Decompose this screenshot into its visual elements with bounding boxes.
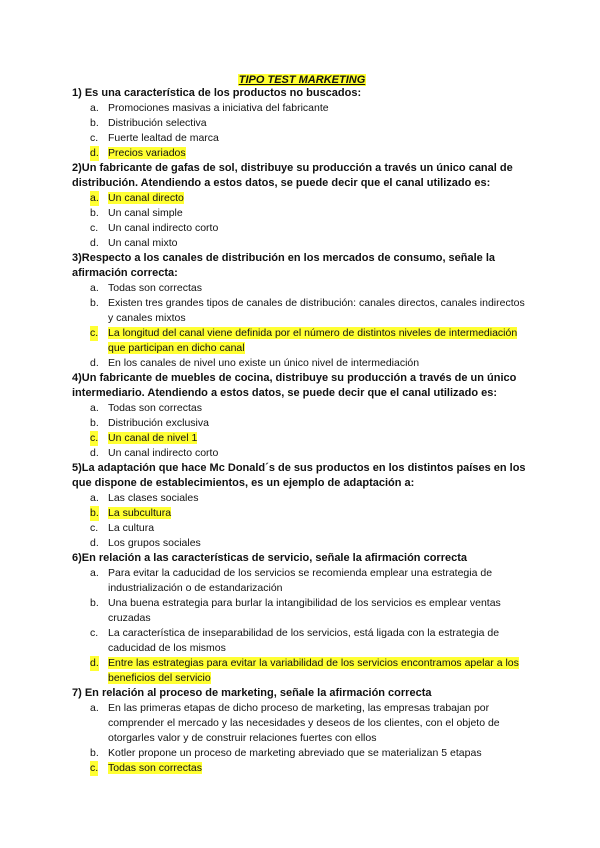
answer-letter: a. bbox=[90, 282, 99, 294]
answer-option bbox=[72, 521, 532, 536]
answer-letter: c. bbox=[90, 432, 99, 444]
answer-letter: d. bbox=[90, 237, 99, 249]
answer-text: Un canal indirecto corto bbox=[108, 447, 219, 459]
answer-letter: b. bbox=[90, 417, 99, 429]
answer-text: Promociones masivas a iniciativa del fabricante bbox=[108, 102, 329, 114]
answer-text: Todas son correctas bbox=[108, 762, 202, 774]
answer-text: Todas son correctas bbox=[108, 282, 202, 294]
question-text: 1) Es una característica de los productos no buscados: bbox=[72, 87, 362, 99]
answer-letter: b. bbox=[90, 597, 99, 609]
answer-option bbox=[72, 491, 532, 506]
answer-text: Kotler propone un proceso de marketing abreviado que se materializan 5 etapas bbox=[108, 747, 482, 759]
answer-text: La característica de inseparabilidad de los servicios, está ligada con la estrategia de caducidad de los mismos bbox=[108, 627, 500, 654]
answer-letter: a. bbox=[90, 192, 99, 204]
answer-letter: a. bbox=[90, 492, 99, 504]
answer-option bbox=[72, 221, 532, 236]
question-text: 3)Respecto a los canales de distribución en los mercados de consumo, señale la afirmación correcta: bbox=[72, 252, 496, 279]
answer-list bbox=[72, 566, 532, 686]
answer-text: Precios variados bbox=[108, 147, 186, 159]
answer-letter: c. bbox=[90, 762, 99, 774]
answer-list bbox=[72, 101, 532, 161]
answer-option bbox=[72, 116, 532, 131]
answer-letter: a. bbox=[90, 567, 99, 579]
answer-letter: b. bbox=[90, 507, 99, 519]
document-title: TIPO TEST MARKETING bbox=[238, 74, 366, 86]
document-page bbox=[72, 71, 532, 776]
answer-list bbox=[72, 701, 532, 776]
answer-option bbox=[72, 416, 532, 431]
answer-text: En las primeras etapas de dicho proceso de marketing, las empresas trabajan por comprender el mercado y las necesidades y deseos de los clientes, con el objeto de otorgarles valor y de construir relaciones fuertes con ellos bbox=[108, 702, 500, 744]
question-text: 6)En relación a las características de servicio, señale la afirmación correcta bbox=[72, 552, 467, 564]
answer-letter: c. bbox=[90, 627, 99, 639]
answer-option bbox=[72, 701, 532, 746]
question-list bbox=[72, 86, 532, 776]
answer-letter: d. bbox=[90, 447, 99, 459]
answer-text: Las clases sociales bbox=[108, 492, 199, 504]
question-4 bbox=[72, 371, 532, 461]
answer-option-correct bbox=[72, 656, 532, 686]
answer-letter: d. bbox=[90, 537, 99, 549]
answer-text: Un canal simple bbox=[108, 207, 183, 219]
answer-letter: d. bbox=[90, 357, 99, 369]
title-row bbox=[72, 71, 532, 86]
answer-letter: d. bbox=[90, 657, 99, 669]
answer-option bbox=[72, 101, 532, 116]
answer-option bbox=[72, 596, 532, 626]
answer-letter: c. bbox=[90, 222, 99, 234]
answer-option bbox=[72, 746, 532, 761]
answer-text: Distribución exclusiva bbox=[108, 417, 209, 429]
answer-letter: b. bbox=[90, 117, 99, 129]
question-text: 2)Un fabricante de gafas de sol, distribuye su producción a través un único canal de distribución. Atendiendo a estos datos, se puede decir que el canal utilizado es: bbox=[72, 162, 513, 189]
answer-option bbox=[72, 131, 532, 146]
answer-text: Fuerte lealtad de marca bbox=[108, 132, 219, 144]
answer-text: Existen tres grandes tipos de canales de distribución: canales directos, canales indirectos y canales mixtos bbox=[108, 297, 525, 324]
answer-text: Todas son correctas bbox=[108, 402, 202, 414]
question-text: 5)La adaptación que hace Mc Donald´s de sus productos en los distintos países en los que dispone de establecimientos, es un ejemplo de adaptación a: bbox=[72, 462, 526, 489]
answer-letter: b. bbox=[90, 207, 99, 219]
answer-text: Los grupos sociales bbox=[108, 537, 201, 549]
answer-text: Para evitar la caducidad de los servicios se recomienda emplear una estrategia de industrialización o de estandarización bbox=[108, 567, 493, 594]
answer-option bbox=[72, 626, 532, 656]
answer-letter: b. bbox=[90, 297, 99, 309]
answer-option bbox=[72, 356, 532, 371]
answer-option-correct bbox=[72, 191, 532, 206]
answer-text: Un canal mixto bbox=[108, 237, 178, 249]
answer-text: La cultura bbox=[108, 522, 155, 534]
answer-list bbox=[72, 191, 532, 251]
answer-text: Distribución selectiva bbox=[108, 117, 207, 129]
answer-option bbox=[72, 446, 532, 461]
answer-letter: a. bbox=[90, 102, 99, 114]
answer-text: La subcultura bbox=[108, 507, 172, 519]
question-2 bbox=[72, 161, 532, 251]
answer-option bbox=[72, 536, 532, 551]
answer-letter: a. bbox=[90, 402, 99, 414]
question-text: 7) En relación al proceso de marketing, señale la afirmación correcta bbox=[72, 687, 432, 699]
answer-letter: c. bbox=[90, 327, 99, 339]
answer-text: En los canales de nivel uno existe un único nivel de intermediación bbox=[108, 357, 420, 369]
answer-text: Un canal de nivel 1 bbox=[108, 432, 198, 444]
question-7 bbox=[72, 686, 532, 776]
answer-option-correct bbox=[72, 761, 532, 776]
question-text: 4)Un fabricante de muebles de cocina, distribuye su producción a través de un único intermediario. Atendiendo a estos datos, se puede decir que el canal utilizado es: bbox=[72, 372, 517, 399]
answer-list bbox=[72, 281, 532, 371]
answer-option bbox=[72, 566, 532, 596]
answer-option-correct bbox=[72, 326, 532, 356]
answer-letter: c. bbox=[90, 132, 99, 144]
question-3 bbox=[72, 251, 532, 371]
answer-option bbox=[72, 236, 532, 251]
answer-list bbox=[72, 491, 532, 551]
answer-option-correct bbox=[72, 506, 532, 521]
answer-text: Una buena estrategia para burlar la intangibilidad de los servicios es emplear ventas cruzadas bbox=[108, 597, 501, 624]
answer-list bbox=[72, 401, 532, 461]
answer-letter: d. bbox=[90, 147, 99, 159]
answer-option bbox=[72, 281, 532, 296]
answer-text: Entre las estrategias para evitar la variabilidad de los servicios encontramos apelar a los beneficios del servicio bbox=[108, 657, 519, 684]
answer-letter: c. bbox=[90, 522, 99, 534]
answer-text: Un canal directo bbox=[108, 192, 184, 204]
answer-letter: b. bbox=[90, 747, 99, 759]
answer-option-correct bbox=[72, 146, 532, 161]
question-5 bbox=[72, 461, 532, 551]
answer-option bbox=[72, 401, 532, 416]
question-1 bbox=[72, 86, 532, 161]
answer-option-correct bbox=[72, 431, 532, 446]
answer-letter: a. bbox=[90, 702, 99, 714]
answer-text: La longitud del canal viene definida por el número de distintos niveles de intermediación que participan en dicho canal bbox=[108, 327, 518, 354]
answer-option bbox=[72, 296, 532, 326]
question-6 bbox=[72, 551, 532, 686]
answer-text: Un canal indirecto corto bbox=[108, 222, 219, 234]
answer-option bbox=[72, 206, 532, 221]
